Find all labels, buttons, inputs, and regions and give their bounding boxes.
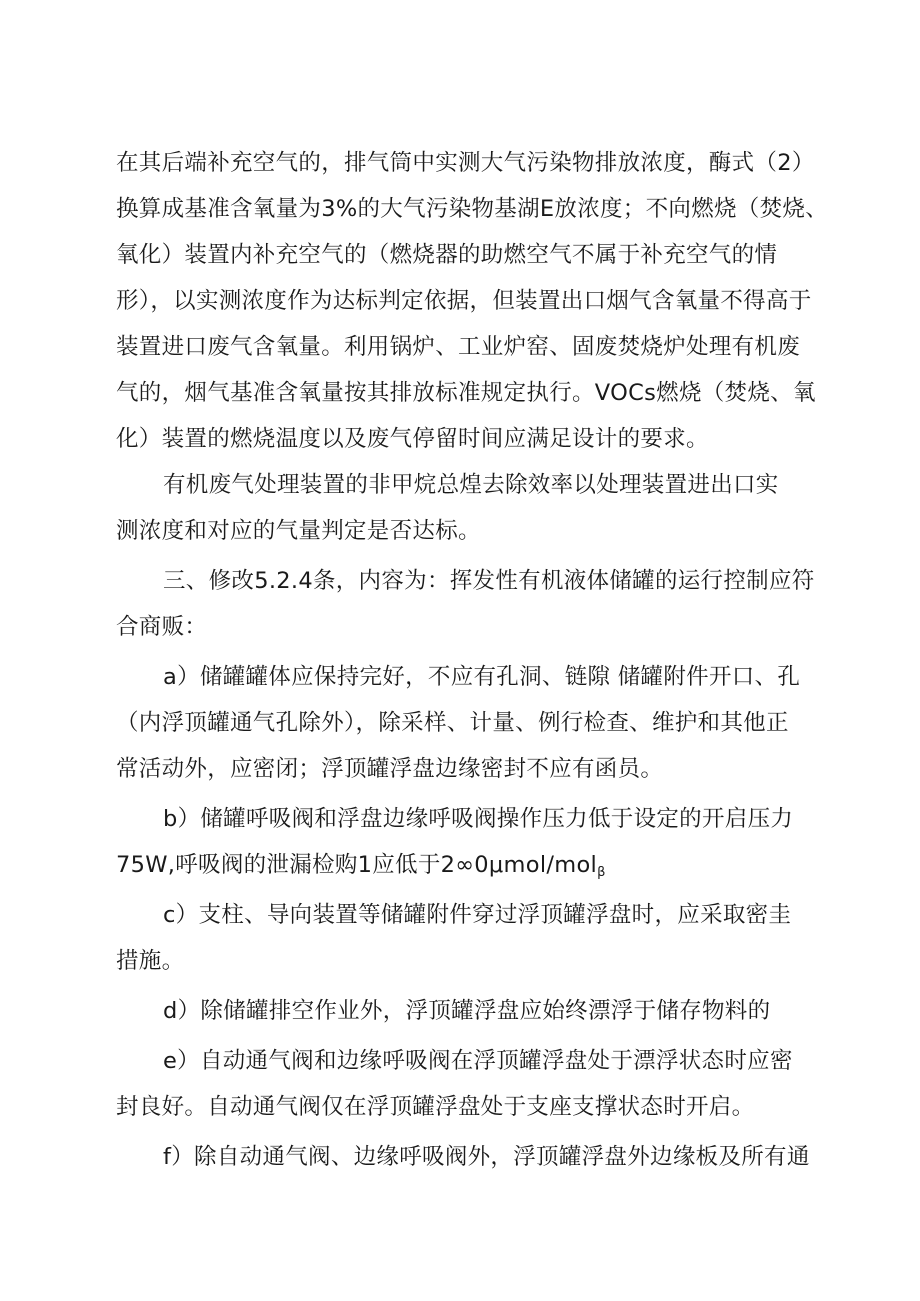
text-line-11: 合商贩： [116, 614, 208, 640]
text-line-8: 有机废气处理装置的非甲烷总煌去除效率以处理装置进出口实 [163, 472, 779, 498]
text-line-16-suffix: β [597, 865, 606, 880]
text-line-1: 在其后端补充空气的，排气筒中实测大气污染物排放浓度，酶式（2） [116, 150, 815, 176]
text-line-16 [116, 850, 606, 888]
text-line-4: 形），以实测浓度作为达标判定依据，但装置出口烟气含氧量不得高于 [116, 288, 812, 314]
text-line-17: c）支柱、导向装置等储罐附件穿过浮顶罐浮盘时，应采取密圭 [163, 902, 792, 928]
text-line-12: a）储罐罐体应保持完好，不应有孔洞、链隙 储罐附件开口、孔 [163, 664, 801, 690]
text-line-22: f）除自动通气阀、边缘呼吸阀外，浮顶罐浮盘外边缘板及所有通 [163, 1144, 810, 1170]
text-line-6: 气的，烟气基准含氧量按其排放标准规定执行。VOCs燃烧（焚烧、氧 [116, 380, 816, 406]
text-line-9: 测浓度和对应的气量判定是否达标。 [116, 518, 481, 544]
text-line-15: b）储罐呼吸阀和浮盘边缘呼吸阀操作压力低于设定的开启压力 [163, 806, 794, 832]
text-line-2: 换算成基准含氧量为3%的大气污染物基湖E放浓度；不向燃烧（焚烧、 [116, 196, 829, 222]
text-line-3: 氧化）装置内补充空气的（燃烧器的助燃空气不属于补充空气的情 [116, 242, 778, 268]
text-line-5: 装置进口废气含氧量。利用锅炉、工业炉窑、固废焚烧炉处理有机废 [116, 334, 801, 360]
text-line-20: e）自动通气阀和边缘呼吸阀在浮顶罐浮盘处于漂浮状态时应密 [163, 1048, 793, 1074]
text-line-21: 封良好。自动通气阀仅在浮顶罐浮盘处于支座支撑状态时开启。 [116, 1094, 755, 1120]
text-line-7: 化）装置的燃烧温度以及废气停留时间应满足设计的要求。 [116, 426, 709, 452]
text-line-13: （内浮顶罐通气孔除外），除采样、计量、例行检查、维护和其他正 [116, 710, 789, 736]
text-line-18: 措施。 [116, 948, 185, 974]
text-line-14: 常活动外，应密闭；浮顶罐浮盘边缘密封不应有函员。 [116, 756, 664, 782]
text-line-19: d）除储罐排空作业外，浮顶罐浮盘应始终漂浮于储存物料的 [163, 998, 771, 1024]
text-line-16-main: 75W,呼吸阀的泄漏检购1应低于2∞0μmol/mol [116, 852, 598, 878]
text-line-10: 三、修改5.2.4条，内容为：挥发性有机液体储罐的运行控制应符 [163, 568, 815, 594]
